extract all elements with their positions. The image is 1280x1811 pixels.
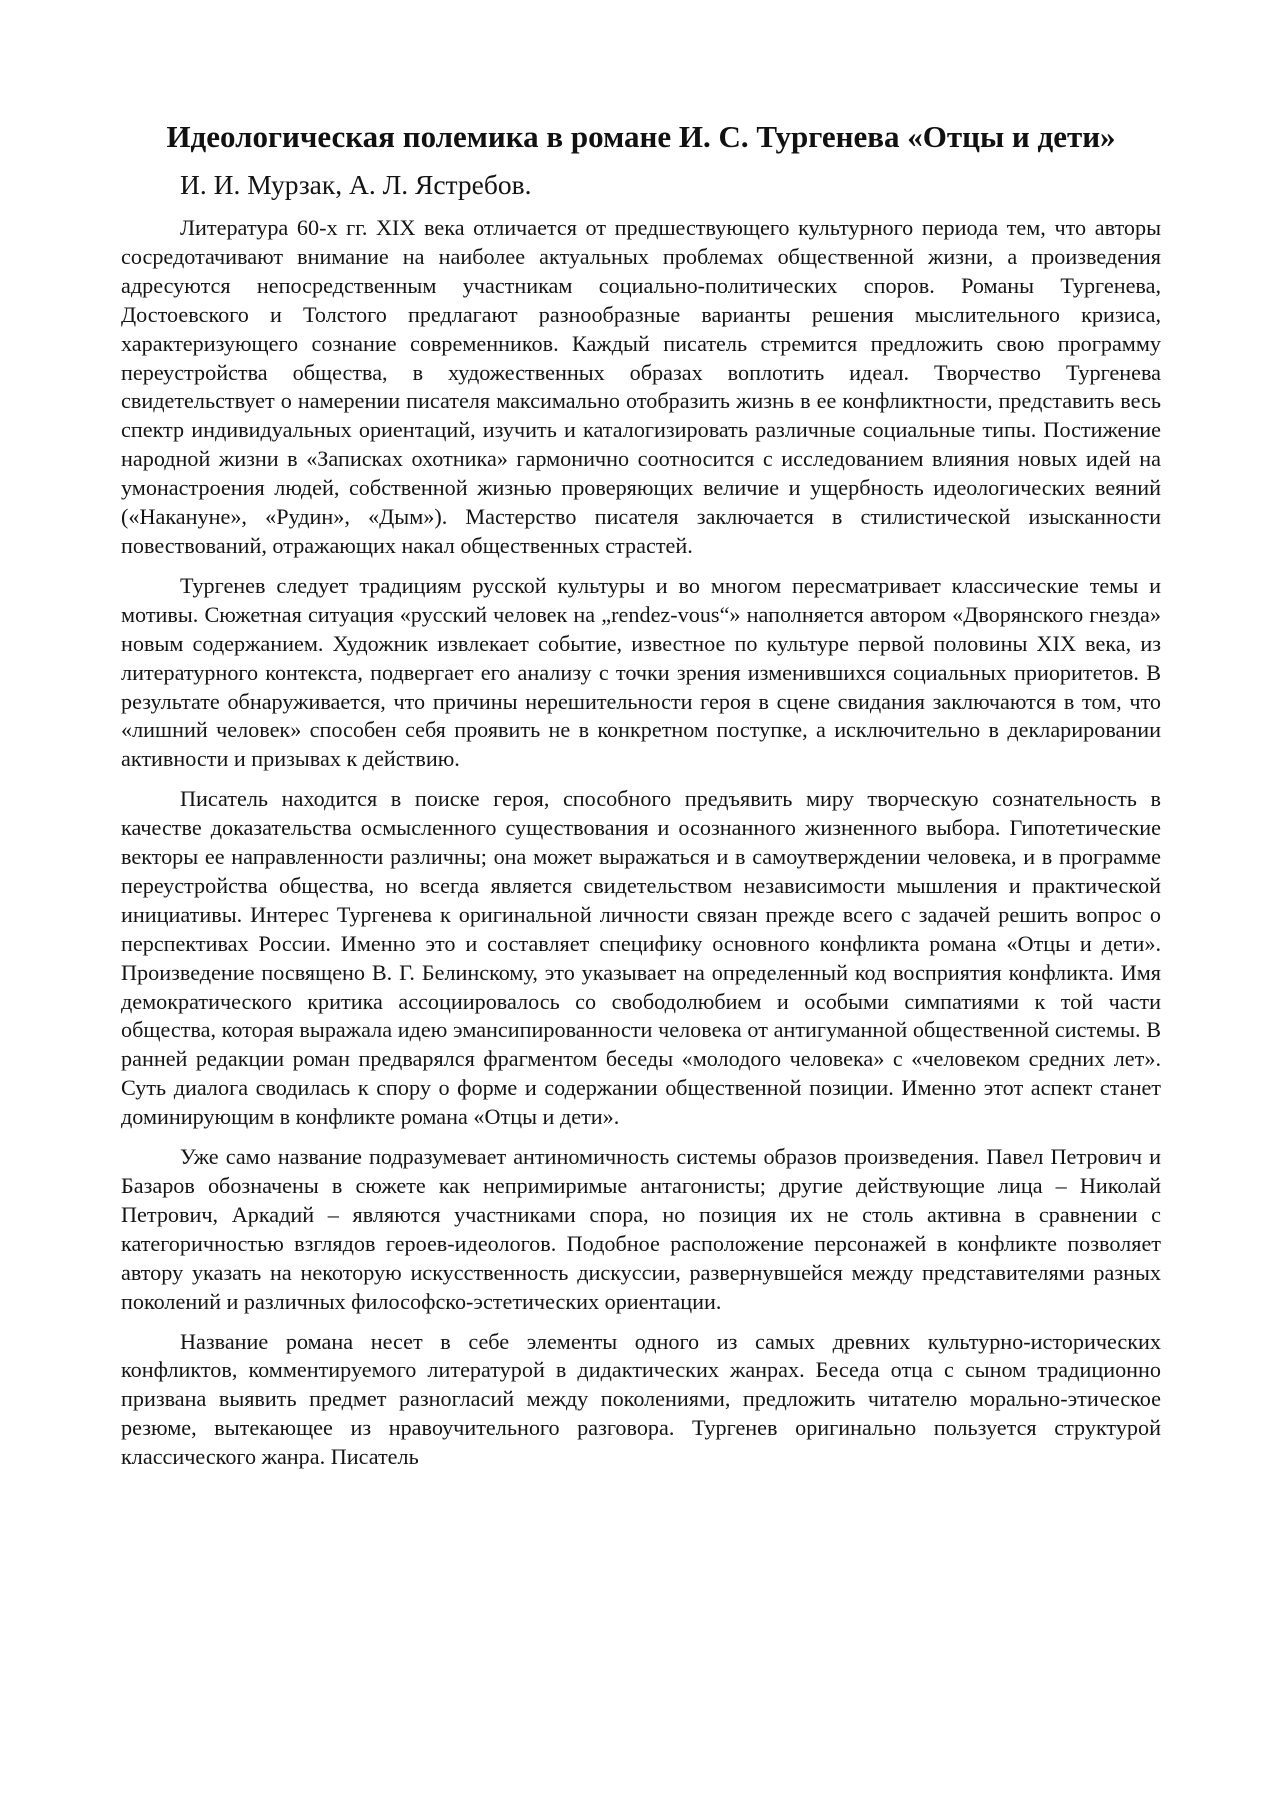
paragraph-1: Литература 60-х гг. XIX века отличается от предшествующего культурного периода тем, что авторы сосредотачивают внимание на наиболее актуальных проблемах общественной жизни, а произведения адресуются непосредственным участникам социально-политических споров. Романы Тургенева, Достоевского и Толстого предлагают разнообразные варианты решения мыслительного кризиса, характеризующего сознание современников. Каждый писатель стремится предложить свою программу переустройства общества, в художественных образах воплотить идеал. Творчество Тургенева свидетельствует о намерении писателя максимально отобразить жизнь в ее конфликтности, представить весь спектр индивидуальных ориентаций, изучить и каталогизировать различные социальные типы. Постижение народной жизни в «Записках охотника» гармонично соотносится с исследованием влияния новых идей на умонастроения людей, собственной жизнью проверяющих величие и ущербность идеологических веяний («Накануне», «Рудин», «Дым»). Мастерство писателя заключается в стилистической изысканности повествований, отражающих накал общественных страстей. xyxy=(121,215,1161,558)
page-title: Идеологическая полемика в романе И. С. Тургенева «Отцы и дети» xyxy=(166,119,1116,154)
document-content xyxy=(121,118,1161,1472)
paragraph-4: Уже само название подразумевает антиномичность системы образов произведения. Павел Петрович и Базаров обозначены в сюжете как непримиримые антагонисты; другие действующие лица – Николай Петрович, Аркадий – являются участниками спора, но позиция их не столь активна в сравнении с категоричностью взглядов героев-идеологов. Подобное расположение персонажей в конфликте позволяет автору указать на некоторую искусственность дискуссии, развернувшейся между представителями разных поколений и различных философско-эстетических ориентации. xyxy=(121,1144,1161,1314)
paragraph-3: Писатель находится в поиске героя, способного предъявить миру творческую сознательность в качестве доказательства осмысленного существования и осознанного жизненного выбора. Гипотетические векторы ее направленности различны; она может выражаться и в самоутверждении человека, и в программе переустройства общества, но всегда является свидетельством независимости мышления и практической инициативы. Интерес Тургенева к оригинальной личности связан прежде всего с задачей решить вопрос о перспективах России. Именно это и составляет специфику основного конфликта романа «Отцы и дети». Произведение посвящено В. Г. Белинскому, это указывает на определенный код восприятия конфликта. Имя демократического критика ассоциировалось со свободолюбием и особыми симпатиями к той части общества, которая выражала идею эмансипированности человека от антигуманной общественной системы. В ранней редакции роман предварялся фрагментом беседы «молодого человека» с «человеком средних лет». Суть диалога сводилась к спору о форме и содержании общественной позиции. Именно этот аспект станет доминирующим в конфликте романа «Отцы и дети». xyxy=(121,786,1161,1130)
paragraph-2: Тургенев следует традициям русской культуры и во многом пересматривает классические темы и мотивы. Сюжетная ситуация «русский человек на „rendez-vous“» наполняется автором «Дворянского гнезда» новым содержанием. Художник извлекает событие, известное по культуре первой половины XIX века, из литературного контекста, подвергает его анализу с точки зрения изменившихся социальных приоритетов. В результате обнаруживается, что причины нерешительности героя в сцене свидания заключаются в том, что «лишний человек» способен себя проявить не в конкретном поступке, а исключительно в декларировании активности и призывах к действию. xyxy=(121,572,1161,772)
paragraph-5: Название романа несет в себе элементы одного из самых древних культурно-исторических конфликтов, комментируемого литературой в дидактических жанрах. Беседа отца с сыном традиционно призвана выявить предмет разногласий между поколениями, предложить читателю морально-этическое резюме, вытекающее из нравоучительного разговора. Тургенев оригинально пользуется структурой классического жанра. Писатель xyxy=(121,1328,1161,1470)
authors-line: И. И. Мурзак, А. Л. Ястребов. xyxy=(180,169,532,200)
article-body xyxy=(121,214,1161,1472)
